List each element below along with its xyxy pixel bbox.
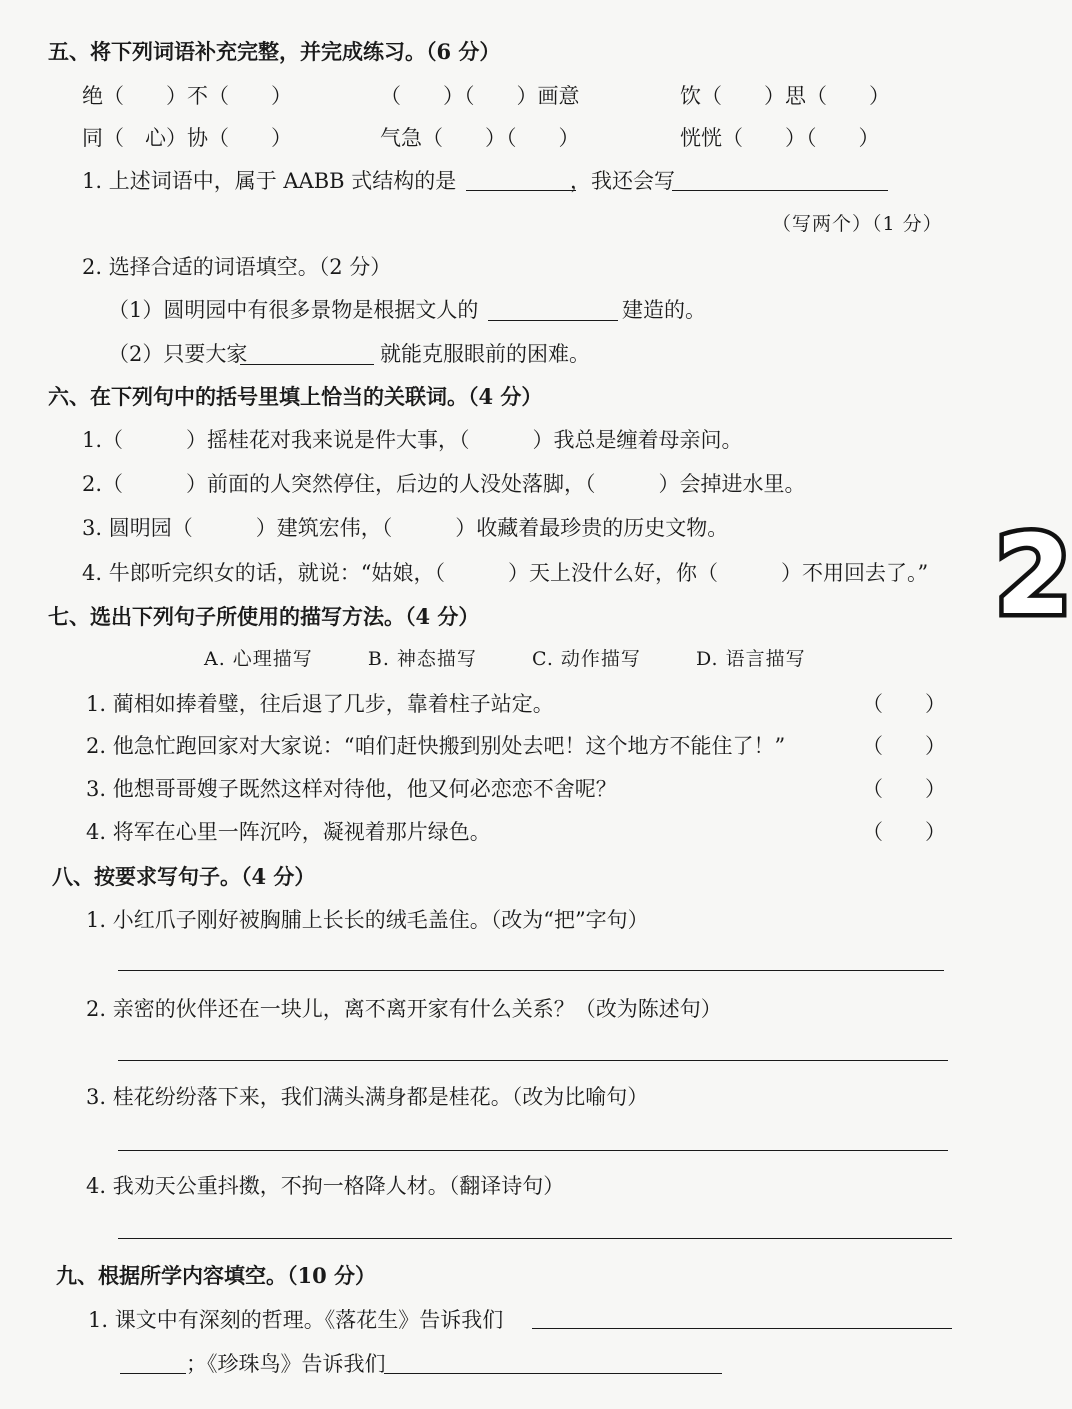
s5-q1-text: 1. 上述词语中，属于 AABB 式结构的是 [82,169,457,193]
s8-item-1: 1. 小红爪子刚好被胸脯上长长的绒毛盖住。（改为“把”字句） [86,908,649,932]
s7-answer-2[interactable]: （ ） [862,734,946,758]
option-d: D. 语言描写 [695,648,806,670]
word-blank-1[interactable]: 绝（ ）不（ ） [82,84,292,108]
s6-item-1[interactable]: 1.（ ）摇桂花对我来说是件大事，（ ）我总是缠着母亲问。 [82,428,743,452]
section-8-title: 八、按要求写句子。（4 分） [52,864,316,889]
s9-answer-line-2[interactable] [120,1373,186,1374]
s7-item-1: 1. 蔺相如捧着璧，往后退了几步，靠着柱子站定。 [86,692,554,716]
s5-q2-1-answer-line[interactable] [488,320,618,321]
s7-answer-1[interactable]: （ ） [862,692,946,716]
s5-q1-answer-line-1[interactable] [466,190,576,191]
s5-q2-text: 2. 选择合适的词语填空。（2 分） [82,255,392,279]
s5-q1-note: （写两个）（1 分） [772,213,943,235]
word-blank-3[interactable]: 饮（ ）思（ ） [680,84,890,108]
s7-options [204,645,854,673]
word-blank-4[interactable]: 同（ 心）协（ ） [82,126,292,150]
s5-q2-1-text: （1）圆明园中有很多景物是根据文人的 [108,298,479,322]
s8-item-4: 4. 我劝天公重抖擞，不拘一格降人材。（翻译诗句） [86,1174,565,1198]
s7-answer-4[interactable]: （ ） [862,820,946,844]
s7-item-4: 4. 将军在心里一阵沉吟，凝视着那片绿色。 [86,820,491,844]
s7-item-2: 2. 他急忙跑回家对大家说：“咱们赶快搬到别处去吧！这个地方不能住了！” [86,734,786,758]
s5-q2-2-text-2: 就能克服眼前的困难。 [380,342,590,366]
section-5-title: 五、将下列词语补充完整，并完成练习。（6 分） [48,39,501,64]
s6-item-4[interactable]: 4. 牛郎听完织女的话，就说：“姑娘，（ ）天上没什么好，你（ ）不用回去了。” [82,561,929,585]
word-blank-5[interactable]: 气急（ ）（ ） [380,126,580,150]
s5-q2-1-text-2: 建造的。 [622,298,706,322]
s6-item-2[interactable]: 2.（ ）前面的人突然停住，后边的人没处落脚，（ ）会掉进水里。 [82,472,806,496]
option-b: B. 神态描写 [367,648,477,670]
s8-answer-line-2[interactable] [118,1060,948,1061]
word-blank-6[interactable]: 恍恍（ ）（ ） [680,126,880,150]
s6-item-3[interactable]: 3. 圆明园（ ）建筑宏伟，（ ）收藏着最珍贵的历史文物。 [82,516,729,540]
s8-item-2: 2. 亲密的伙伴还在一块儿，离不离开家有什么关系？（改为陈述句） [86,997,722,1021]
section-7-title: 七、选出下列句子所使用的描写方法。（4 分） [48,604,480,629]
section-6-title: 六、在下列句中的括号里填上恰当的关联词。（4 分） [48,384,543,409]
s5-q1-text-2: ，我还会写 [570,169,675,193]
option-a: A. 心理描写 [204,648,313,670]
s8-answer-line-1[interactable] [118,970,944,971]
section-9-title: 九、根据所学内容填空。（10 分） [56,1263,377,1288]
s5-q2-2-answer-line[interactable] [240,364,374,365]
s8-item-3: 3. 桂花纷纷落下来，我们满头满身都是桂花。（改为比喻句） [86,1085,649,1109]
page-mark: 2 [995,511,1072,639]
s5-q1-answer-line-2[interactable] [672,190,888,191]
s7-answer-3[interactable]: （ ） [862,777,946,801]
s9-item-1-cont: ；《珍珠鸟》告诉我们 [186,1352,386,1376]
s9-answer-line-1[interactable] [532,1328,952,1329]
word-blank-2[interactable]: （ ）（ ）画意 [380,84,580,108]
s5-q2-2-text: （2）只要大家 [108,342,248,366]
s9-answer-line-3[interactable] [384,1373,722,1374]
s8-answer-line-4[interactable] [118,1238,952,1239]
s8-answer-line-3[interactable] [118,1150,948,1151]
option-c: C. 动作描写 [531,648,641,670]
s7-item-3: 3. 他想哥哥嫂子既然这样对待他，他又何必恋恋不舍呢？ [86,777,617,801]
s9-item-1: 1. 课文中有深刻的哲理。《落花生》告诉我们 [88,1308,504,1332]
